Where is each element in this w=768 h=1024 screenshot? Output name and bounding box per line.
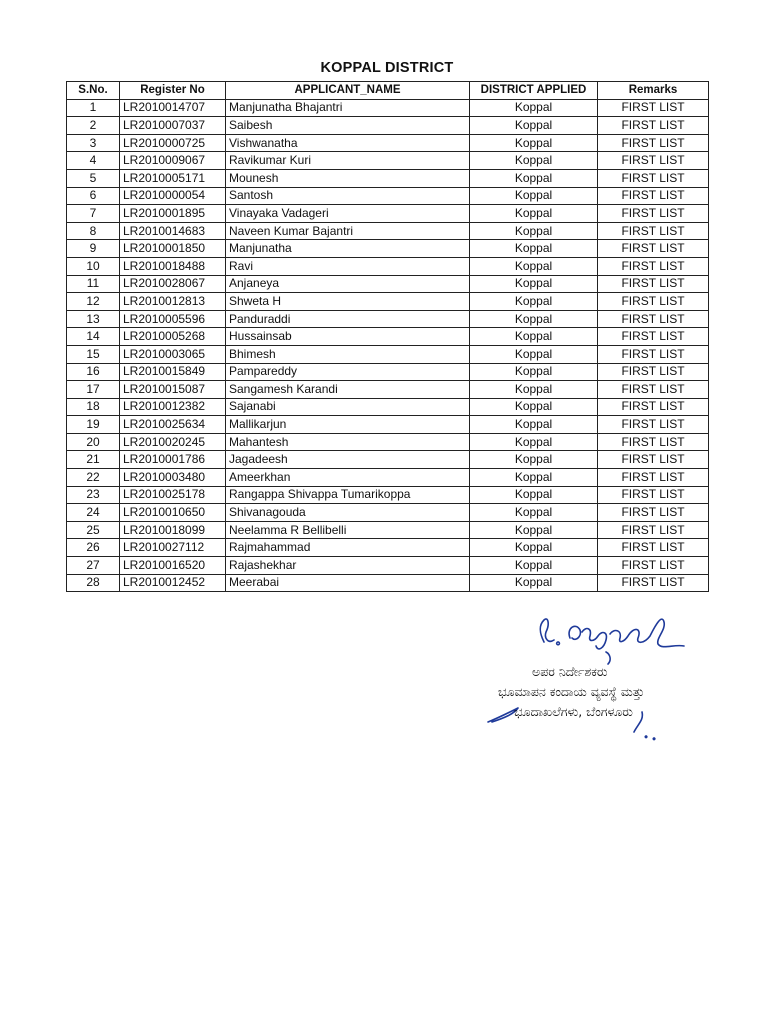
cell-register-no: LR2010012452 <box>120 574 226 592</box>
cell-applicant-name: Bhimesh <box>226 345 470 363</box>
cell-district-applied: Koppal <box>470 504 598 522</box>
cell-applicant-name: Panduraddi <box>226 310 470 328</box>
cell-district-applied: Koppal <box>470 416 598 434</box>
cell-applicant-name: Vinayaka Vadageri <box>226 205 470 223</box>
cell-district-applied: Koppal <box>470 240 598 258</box>
table-row <box>67 521 709 539</box>
cell-district-applied: Koppal <box>470 293 598 311</box>
cell-register-no: LR2010003480 <box>120 469 226 487</box>
applicant-table <box>66 81 709 592</box>
cell-district-applied: Koppal <box>470 257 598 275</box>
cell-register-no: LR2010025634 <box>120 416 226 434</box>
cell-sno: 10 <box>67 257 120 275</box>
table-row <box>67 134 709 152</box>
cell-applicant-name: Santosh <box>226 187 470 205</box>
cell-remarks: FIRST LIST <box>598 328 709 346</box>
cell-sno: 6 <box>67 187 120 205</box>
cell-district-applied: Koppal <box>470 187 598 205</box>
cell-sno: 22 <box>67 469 120 487</box>
table-row <box>67 293 709 311</box>
table-row <box>67 328 709 346</box>
cell-sno: 28 <box>67 574 120 592</box>
table-header-row <box>67 82 709 100</box>
table-row <box>67 187 709 205</box>
cell-register-no: LR2010015087 <box>120 381 226 399</box>
cell-applicant-name: Neelamma R Bellibelli <box>226 521 470 539</box>
table-row <box>67 152 709 170</box>
table-row <box>67 169 709 187</box>
cell-district-applied: Koppal <box>470 169 598 187</box>
cell-district-applied: Koppal <box>470 381 598 399</box>
cell-remarks: FIRST LIST <box>598 451 709 469</box>
cell-register-no: LR2010012382 <box>120 398 226 416</box>
table-row <box>67 363 709 381</box>
header-applicant-name: APPLICANT_NAME <box>226 82 470 100</box>
header-district-applied: DISTRICT APPLIED <box>470 82 598 100</box>
cell-sno: 25 <box>67 521 120 539</box>
cell-district-applied: Koppal <box>470 574 598 592</box>
cell-sno: 21 <box>67 451 120 469</box>
cell-district-applied: Koppal <box>470 521 598 539</box>
cell-applicant-name: Vishwanatha <box>226 134 470 152</box>
cell-district-applied: Koppal <box>470 557 598 575</box>
cell-district-applied: Koppal <box>470 451 598 469</box>
cell-register-no: LR2010018099 <box>120 521 226 539</box>
signatory-department: ಭೂಮಾಪನ ಕಂದಾಯ ವ್ಯವಸ್ಥೆ ಮತ್ತು <box>498 684 645 699</box>
table-row <box>67 574 709 592</box>
table-row <box>67 486 709 504</box>
cell-register-no: LR2010001850 <box>120 240 226 258</box>
cell-remarks: FIRST LIST <box>598 381 709 399</box>
cell-applicant-name: Rajmahammad <box>226 539 470 557</box>
cell-district-applied: Koppal <box>470 310 598 328</box>
cell-applicant-name: Ameerkhan <box>226 469 470 487</box>
cell-register-no: LR2010020245 <box>120 433 226 451</box>
cell-applicant-name: Manjunatha Bhajantri <box>226 99 470 117</box>
cell-register-no: LR2010000054 <box>120 187 226 205</box>
cell-sno: 8 <box>67 222 120 240</box>
cell-remarks: FIRST LIST <box>598 117 709 135</box>
cell-district-applied: Koppal <box>470 152 598 170</box>
cell-register-no: LR2010014683 <box>120 222 226 240</box>
cell-register-no: LR2010028067 <box>120 275 226 293</box>
table-row <box>67 539 709 557</box>
table-row <box>67 557 709 575</box>
cell-sno: 7 <box>67 205 120 223</box>
cell-applicant-name: Mallikarjun <box>226 416 470 434</box>
cell-sno: 20 <box>67 433 120 451</box>
cell-remarks: FIRST LIST <box>598 345 709 363</box>
cell-register-no: LR2010012813 <box>120 293 226 311</box>
header-register-no: Register No <box>120 82 226 100</box>
cell-register-no: LR2010027112 <box>120 539 226 557</box>
cell-district-applied: Koppal <box>470 539 598 557</box>
cell-remarks: FIRST LIST <box>598 275 709 293</box>
table-row <box>67 99 709 117</box>
cell-district-applied: Koppal <box>470 117 598 135</box>
cell-register-no: LR2010009067 <box>120 152 226 170</box>
table-body <box>67 99 709 592</box>
cell-sno: 18 <box>67 398 120 416</box>
cell-applicant-name: Meerabai <box>226 574 470 592</box>
cell-district-applied: Koppal <box>470 433 598 451</box>
header-sno: S.No. <box>67 82 120 100</box>
table-row <box>67 275 709 293</box>
cell-remarks: FIRST LIST <box>598 398 709 416</box>
table-row <box>67 381 709 399</box>
cell-district-applied: Koppal <box>470 205 598 223</box>
cell-register-no: LR2010025178 <box>120 486 226 504</box>
cell-remarks: FIRST LIST <box>598 222 709 240</box>
cell-applicant-name: Anjaneya <box>226 275 470 293</box>
table-row <box>67 433 709 451</box>
cell-district-applied: Koppal <box>470 486 598 504</box>
cell-sno: 23 <box>67 486 120 504</box>
cell-sno: 13 <box>67 310 120 328</box>
table-row <box>67 310 709 328</box>
cell-register-no: LR2010000725 <box>120 134 226 152</box>
cell-remarks: FIRST LIST <box>598 469 709 487</box>
cell-sno: 24 <box>67 504 120 522</box>
cell-sno: 9 <box>67 240 120 258</box>
cell-register-no: LR2010016520 <box>120 557 226 575</box>
cell-applicant-name: Naveen Kumar Bajantri <box>226 222 470 240</box>
cell-sno: 12 <box>67 293 120 311</box>
cell-applicant-name: Rangappa Shivappa Tumarikoppa <box>226 486 470 504</box>
cell-sno: 4 <box>67 152 120 170</box>
cell-applicant-name: Shweta H <box>226 293 470 311</box>
cell-register-no: LR2010003065 <box>120 345 226 363</box>
cell-sno: 5 <box>67 169 120 187</box>
cell-remarks: FIRST LIST <box>598 433 709 451</box>
cell-district-applied: Koppal <box>470 275 598 293</box>
cell-remarks: FIRST LIST <box>598 152 709 170</box>
cell-remarks: FIRST LIST <box>598 557 709 575</box>
signatory-office: ಭೂದಾಖಲೆಗಳು, ಬೆಂಗಳೂರು <box>514 704 633 719</box>
cell-remarks: FIRST LIST <box>598 134 709 152</box>
cell-district-applied: Koppal <box>470 134 598 152</box>
cell-sno: 3 <box>67 134 120 152</box>
cell-applicant-name: Ravikumar Kuri <box>226 152 470 170</box>
cell-register-no: LR2010005171 <box>120 169 226 187</box>
table-row <box>67 222 709 240</box>
cell-applicant-name: Ravi <box>226 257 470 275</box>
cell-applicant-name: Manjunatha <box>226 240 470 258</box>
table-row <box>67 117 709 135</box>
cell-applicant-name: Sangamesh Karandi <box>226 381 470 399</box>
cell-register-no: LR2010005268 <box>120 328 226 346</box>
cell-remarks: FIRST LIST <box>598 504 709 522</box>
table-row <box>67 504 709 522</box>
signatory-designation: ಅಪರ ನಿರ್ದೇಶಕರು <box>532 664 608 679</box>
cell-applicant-name: Mahantesh <box>226 433 470 451</box>
cell-district-applied: Koppal <box>470 345 598 363</box>
cell-remarks: FIRST LIST <box>598 574 709 592</box>
cell-register-no: LR2010018488 <box>120 257 226 275</box>
table-row <box>67 240 709 258</box>
table-row <box>67 416 709 434</box>
cell-sno: 17 <box>67 381 120 399</box>
cell-district-applied: Koppal <box>470 469 598 487</box>
cell-remarks: FIRST LIST <box>598 486 709 504</box>
cell-remarks: FIRST LIST <box>598 99 709 117</box>
cell-applicant-name: Hussainsab <box>226 328 470 346</box>
cell-register-no: LR2010007037 <box>120 117 226 135</box>
header-remarks: Remarks <box>598 82 709 100</box>
cell-remarks: FIRST LIST <box>598 293 709 311</box>
table-row <box>67 257 709 275</box>
cell-district-applied: Koppal <box>470 328 598 346</box>
cell-applicant-name: Saibesh <box>226 117 470 135</box>
cell-remarks: FIRST LIST <box>598 169 709 187</box>
cell-sno: 27 <box>67 557 120 575</box>
cell-applicant-name: Rajashekhar <box>226 557 470 575</box>
cell-register-no: LR2010015849 <box>120 363 226 381</box>
cell-remarks: FIRST LIST <box>598 363 709 381</box>
signature-block <box>478 608 718 738</box>
cell-applicant-name: Jagadeesh <box>226 451 470 469</box>
cell-sno: 1 <box>67 99 120 117</box>
table-row <box>67 451 709 469</box>
cell-register-no: LR2010001895 <box>120 205 226 223</box>
cell-remarks: FIRST LIST <box>598 416 709 434</box>
cell-remarks: FIRST LIST <box>598 240 709 258</box>
cell-district-applied: Koppal <box>470 99 598 117</box>
table-row <box>67 398 709 416</box>
cell-sno: 14 <box>67 328 120 346</box>
cell-remarks: FIRST LIST <box>598 257 709 275</box>
cell-sno: 26 <box>67 539 120 557</box>
cell-register-no: LR2010005596 <box>120 310 226 328</box>
cell-register-no: LR2010010650 <box>120 504 226 522</box>
cell-district-applied: Koppal <box>470 398 598 416</box>
cell-sno: 16 <box>67 363 120 381</box>
cell-applicant-name: Sajanabi <box>226 398 470 416</box>
page-title: KOPPAL DISTRICT <box>320 60 454 76</box>
cell-remarks: FIRST LIST <box>598 539 709 557</box>
cell-sno: 2 <box>67 117 120 135</box>
cell-sno: 15 <box>67 345 120 363</box>
table-row <box>67 469 709 487</box>
cell-remarks: FIRST LIST <box>598 310 709 328</box>
table-row <box>67 345 709 363</box>
cell-remarks: FIRST LIST <box>598 187 709 205</box>
table-row <box>67 205 709 223</box>
cell-sno: 19 <box>67 416 120 434</box>
cell-sno: 11 <box>67 275 120 293</box>
cell-applicant-name: Shivanagouda <box>226 504 470 522</box>
cell-applicant-name: Pampareddy <box>226 363 470 381</box>
cell-remarks: FIRST LIST <box>598 521 709 539</box>
cell-register-no: LR2010001786 <box>120 451 226 469</box>
cell-remarks: FIRST LIST <box>598 205 709 223</box>
cell-district-applied: Koppal <box>470 222 598 240</box>
cell-applicant-name: Mounesh <box>226 169 470 187</box>
cell-district-applied: Koppal <box>470 363 598 381</box>
cell-register-no: LR2010014707 <box>120 99 226 117</box>
